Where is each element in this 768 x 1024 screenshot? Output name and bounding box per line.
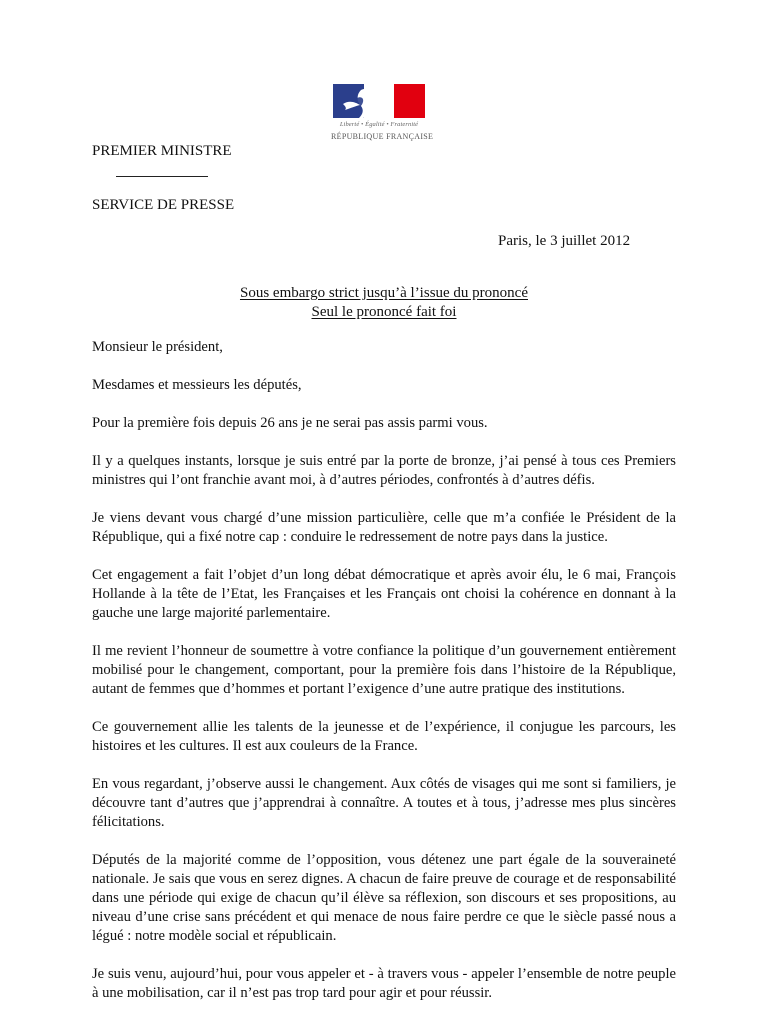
paragraph: En vous regardant, j’observe aussi le changement. Aux côtés de visages qui me sont si familiers, je découvre tant d’autres que j’apprendrai à connaître. A toutes et à tous, j’adresse mes plus sincères félicitations. (92, 776, 676, 830)
salutation-deputies: Mesdames et messieurs les députés, (92, 377, 302, 393)
ministry-heading: PREMIER MINISTRE (92, 143, 232, 159)
marianne-flag-icon (333, 84, 425, 118)
paragraph: Je viens devant vous chargé d’une mission particulière, celle que m’a confiée le Président de la République, qui a fixé notre cap : conduire le redressement de notre pays dans la justice. (92, 510, 676, 545)
paragraph: Députés de la majorité comme de l’opposition, vous détenez une part égale de la souveraineté nationale. Je sais que vous en serez dignes. A chacun de faire preuve de courage et de responsabilité dans une période qui exige de chacun qu’il élève sa réflexion, son discours et ses propositions, au niveau d’une crise sans précédent et qui menace de nous faire perdre ce que le siècle passé nous a légué : notre modèle social et républicain. (92, 852, 676, 944)
embargo-notice (92, 284, 676, 322)
service-heading: SERVICE DE PRESSE (92, 197, 235, 213)
salutation: Monsieur le président, (92, 339, 223, 355)
paragraph: Pour la première fois depuis 26 ans je ne serai pas assis parmi vous. (92, 415, 488, 431)
header-divider (116, 176, 208, 177)
speech-body (92, 338, 676, 1022)
paragraph: Il me revient l’honneur de soumettre à votre confiance la politique d’un gouvernement entièrement mobilisé pour le changement, comportant, pour la première fois dans l’histoire de la République, autant de femmes que d’hommes et portant l’exigence d’une autre pratique des institutions. (92, 643, 676, 697)
logo-name: RÉPUBLIQUE FRANÇAISE (331, 132, 434, 141)
embargo-line-2: Seul le prononcé fait foi (311, 304, 457, 320)
republique-francaise-logo (331, 84, 434, 146)
embargo-line-1: Sous embargo strict jusqu’à l’issue du prononcé (239, 285, 528, 301)
paragraph: Ce gouvernement allie les talents de la jeunesse et de l’expérience, il conjugue les parcours, les histoires et les cultures. Il est aux couleurs de la France. (92, 719, 676, 754)
paragraph: Cet engagement a fait l’objet d’un long débat démocratique et après avoir élu, le 6 mai, François Hollande à la tête de l’Etat, les Françaises et les Français ont choisi la cohérence en donnant à la gauche une large majorité parlementaire. (92, 567, 676, 621)
paragraph: Il y a quelques instants, lorsque je suis entré par la porte de bronze, j’ai pensé à tous ces Premiers ministres qui l’ont franchie avant moi, à d’autres périodes, confrontés à d’autres défis. (92, 453, 676, 488)
logo-motto: Liberté • Égalité • Fraternité (339, 121, 419, 128)
paragraph: Je suis venu, aujourd’hui, pour vous appeler et - à travers vous - appeler l’ensemble de notre peuple à une mobilisation, car il n’est pas trop tard pour agir et pour réussir. (92, 966, 676, 1001)
dateline: Paris, le 3 juillet 2012 (498, 233, 631, 249)
